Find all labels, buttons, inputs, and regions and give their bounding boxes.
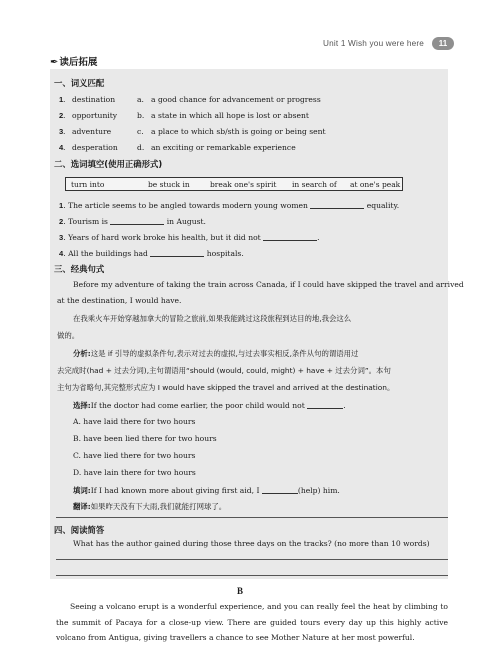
reading-question: What has the author gained during those three days on the tracks? (no more than 10 words) (73, 539, 430, 548)
fill-blank-item: 1. The article seems to be angled towards modern young women equality. (59, 201, 400, 210)
match-letter: d. (137, 143, 145, 152)
analysis-label: 分析: (73, 349, 91, 358)
item-number: 2 (59, 111, 64, 120)
match-definition: a state in which all hope is lost or absent (151, 111, 309, 120)
item-number: 1 (59, 95, 64, 104)
example-translation-line: 做的。 (57, 331, 80, 340)
word-bank-item: turn into (71, 180, 105, 189)
page-header (0, 37, 480, 53)
analysis-line: 主句为省略句,其完整形式应为 I would have skipped the travel and arrived at the destination。 (57, 383, 395, 392)
choice-question: 选择:If the doctor had come earlier, the poor child would not . (73, 401, 346, 410)
section-title (50, 54, 97, 68)
answer-line[interactable] (56, 559, 448, 560)
answer-blank[interactable] (262, 486, 298, 494)
match-word: desperation (72, 143, 118, 152)
word-bank-item: at one's peak (350, 180, 401, 189)
match-word: destination (72, 95, 116, 104)
pen-icon: ✒ (50, 57, 59, 68)
word-bank-item: be stuck in (148, 180, 190, 189)
fill-word-question: 填词:If I had known more about giving first aid, I (help) him. (73, 486, 340, 495)
answer-blank[interactable] (307, 401, 343, 409)
match-letter: a. (137, 95, 144, 104)
word-bank (65, 177, 403, 191)
part3-heading: 三、经典句式 (54, 264, 105, 274)
item-number: 4 (59, 143, 64, 152)
choice-option[interactable]: D. have lain there for two hours (73, 468, 196, 477)
fill-blank-item: 2. Tourism is in August. (59, 217, 206, 226)
translate-question: 翻译:如果昨天没有下大雨,我们就能打网球了。 (73, 502, 227, 511)
choice-label: 选择: (73, 401, 91, 410)
match-definition: a good chance for advancement or progress (151, 95, 321, 104)
example-translation-line: 在我乘火车开始穿越加拿大的冒险之旅前,如果我能跳过这段旅程到达目的地,我会这么 (73, 314, 352, 323)
answer-line[interactable] (56, 517, 448, 518)
answer-blank[interactable] (150, 249, 204, 257)
answer-blank[interactable] (110, 217, 164, 225)
analysis-line: 分析:这是 if 引导的虚拟条件句,表示对过去的虚拟,与过去事实相反,条件从句的谓语用过 (73, 349, 359, 358)
fill-blank-item: 3. Years of hard work broke his health, but it did not . (59, 233, 320, 242)
part2-heading: 二、选词填空(使用正确形式) (54, 159, 163, 169)
choice-option[interactable]: B. have been lied there for two hours (73, 434, 217, 443)
section-b-title: B (236, 586, 243, 596)
example-sentence-line: Before my adventure of taking the train across Canada, if I could have skipped the travel and arrived (73, 280, 464, 289)
choice-option[interactable]: A. have laid there for two hours (73, 417, 196, 426)
choice-option[interactable]: C. have lied there for two hours (73, 451, 196, 460)
section-b-paragraph: Seeing a volcano erupt is a wonderful experience, and you can really feel the heat by climbing to the summit of Pacaya for a close-up view. There are guided tours every day up this highly active volcano from Antigua, giving travellers a chance to see Mother Nature at her most powerful. (56, 602, 448, 642)
match-definition: an exciting or remarkable experience (151, 143, 296, 152)
fill-label: 填词: (73, 486, 91, 495)
match-letter: b. (137, 111, 145, 120)
word-bank-item: break one's spirit (210, 180, 277, 189)
match-definition: a place to which sb/sth is going or being sent (151, 127, 326, 136)
answer-line[interactable] (56, 575, 448, 576)
match-word: opportunity (72, 111, 118, 120)
answer-blank[interactable] (310, 201, 364, 209)
analysis-line: 去完成时(had + 过去分词),主句谓语用“should (would, could, might) + have + 过去分词”。本句 (57, 366, 391, 375)
unit-title: Unit 1 Wish you were here (322, 39, 424, 48)
fill-blank-item: 4. All the buildings had hospitals. (59, 249, 244, 258)
example-sentence-line: at the destination, I would have. (57, 296, 182, 305)
part1-heading: 一、词义匹配 (54, 78, 105, 88)
part4-heading: 四、阅读简答 (54, 525, 105, 535)
translate-label: 翻译: (73, 502, 91, 511)
section-title-text: 读后拓展 (59, 57, 98, 68)
match-word: adventure (72, 127, 112, 136)
item-number: 3 (59, 127, 64, 136)
match-letter: c. (137, 127, 144, 136)
answer-blank[interactable] (263, 233, 317, 241)
word-bank-item: in search of (292, 180, 337, 189)
page-number-badge: 11 (432, 37, 454, 50)
